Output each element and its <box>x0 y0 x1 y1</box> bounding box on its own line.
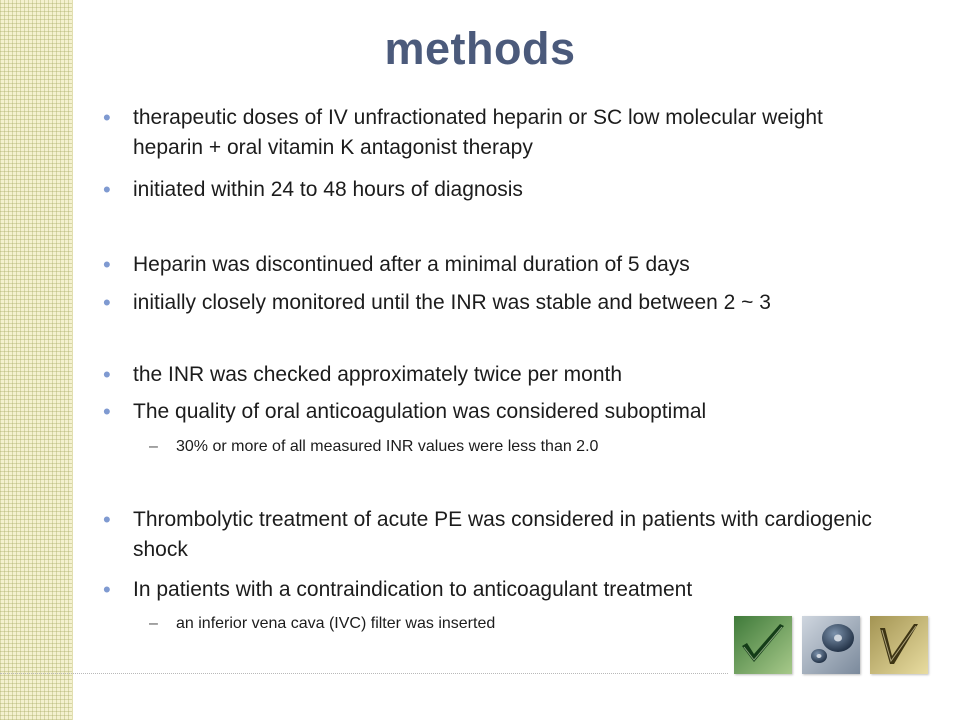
bullet-marker: • <box>103 105 111 130</box>
bullet-text: therapeutic doses of IV unfractionated heparin or SC low molecular weight heparin + oral vitamin K antagonist therapy <box>133 106 823 159</box>
sub-bullet-text: 30% or more of all measured INR values were less than 2.0 <box>176 438 599 455</box>
bullet-text: initially closely monitored until the INR was stable and between 2 ~ 3 <box>133 291 771 314</box>
sub-list-item <box>149 436 889 458</box>
bullet-marker: • <box>103 290 111 315</box>
slide-title: methods <box>384 23 576 74</box>
sub-bullet-text: an inferior vena cava (IVC) filter was inserted <box>176 615 496 632</box>
footer-divider <box>0 673 728 674</box>
bullet-text: Heparin was discontinued after a minimal duration of 5 days <box>133 253 690 276</box>
bullet-marker: • <box>103 507 111 532</box>
list-item <box>103 505 883 565</box>
gold-checkmark-icon <box>870 616 928 674</box>
green-checkmark-icon <box>734 616 792 674</box>
list-item <box>103 103 883 163</box>
dash-marker: – <box>149 615 158 632</box>
bullet-text: initiated within 24 to 48 hours of diagnosis <box>133 178 523 201</box>
list-item <box>103 575 883 605</box>
bullet-text: Thrombolytic treatment of acute PE was considered in patients with cardiogenic shock <box>133 508 872 561</box>
list-item <box>103 397 883 427</box>
bullet-text: The quality of oral anticoagulation was considered suboptimal <box>133 400 707 423</box>
list-item <box>103 250 883 280</box>
decorative-tiles <box>734 616 958 676</box>
left-decorative-strip <box>0 0 73 720</box>
dash-marker: – <box>149 438 158 455</box>
bullet-marker: • <box>103 577 111 602</box>
bullet-marker: • <box>103 362 111 387</box>
list-item <box>103 288 883 318</box>
list-item <box>103 175 883 205</box>
disc-icon <box>802 616 860 674</box>
bullet-marker: • <box>103 177 111 202</box>
list-item <box>103 360 883 390</box>
bullet-text: In patients with a contraindication to anticoagulant treatment <box>133 578 693 601</box>
bullet-marker: • <box>103 399 111 424</box>
bullet-marker: • <box>103 252 111 277</box>
bullet-text: the INR was checked approximately twice per month <box>133 363 623 386</box>
